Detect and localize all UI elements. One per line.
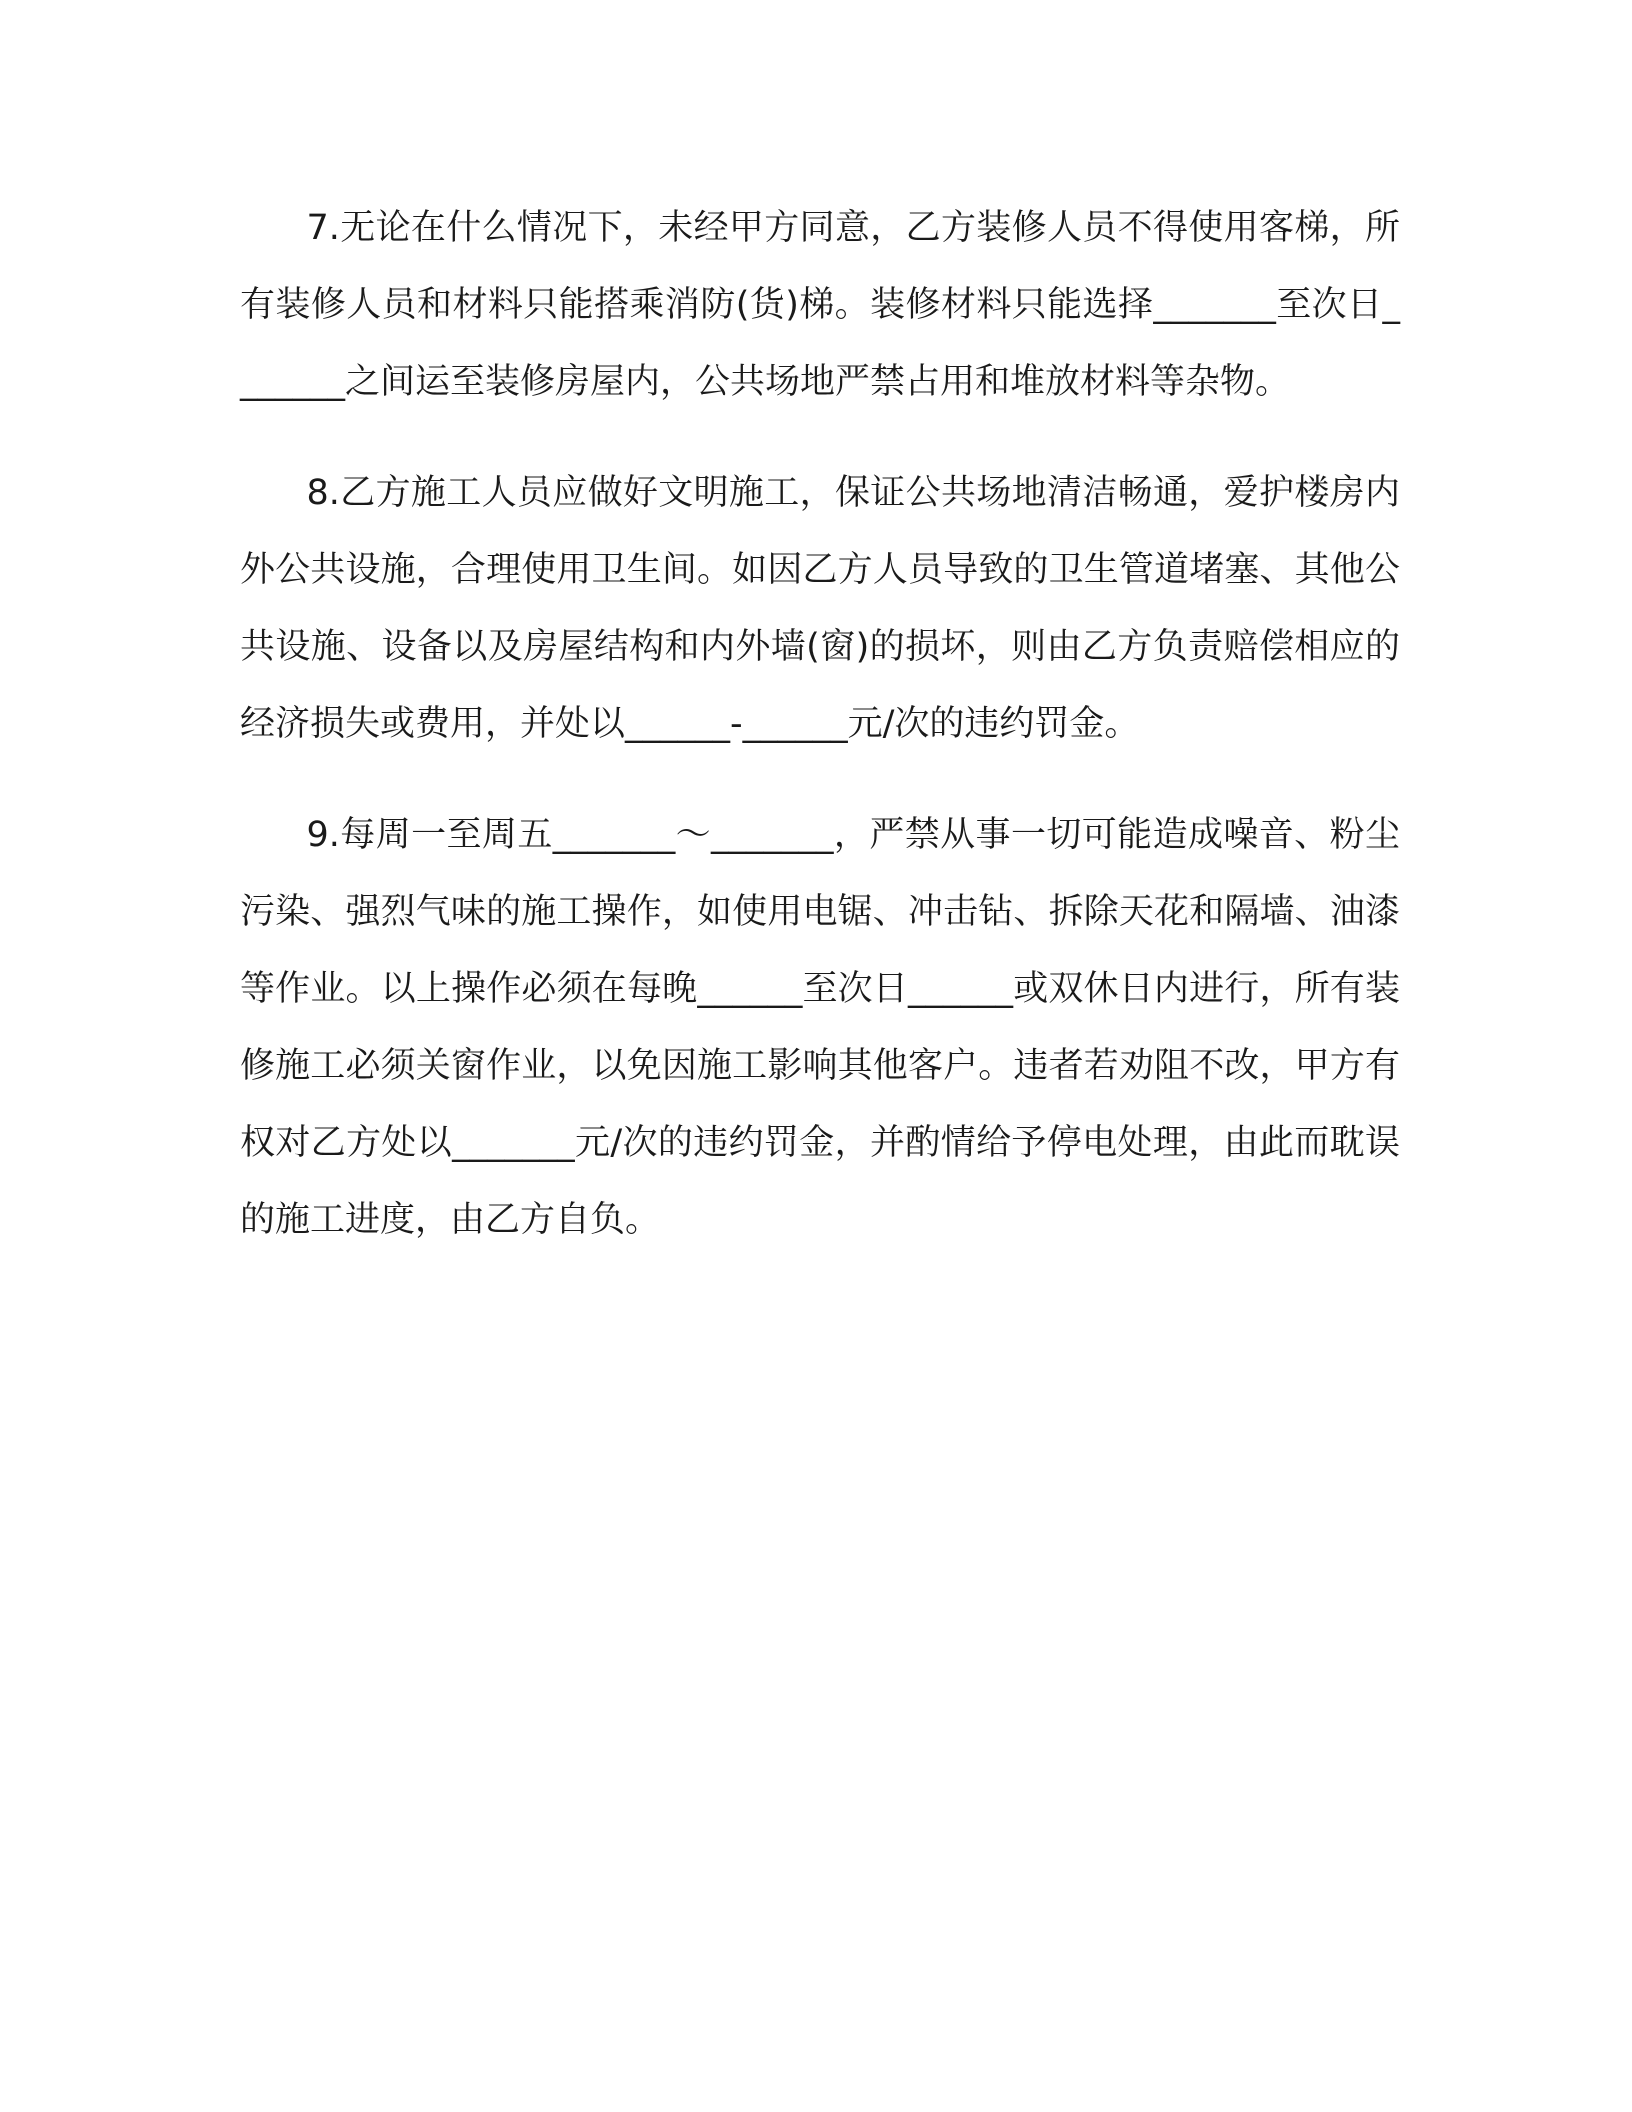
paragraph-clause-8: 8.乙方施工人员应做好文明施工，保证公共场地清洁畅通，爱护楼房内外公共设施，合理使用卫生间。如因乙方人员导致的卫生管道堵塞、其他公共设施、设备以及房屋结构和内外墙(窗)的损坏，则由乙方负责赔偿相应的经济损失或费用，并处以______-______元/次的违约罚金。: [240, 473, 1400, 744]
document-body: [240, 190, 1400, 1293]
paragraph-clause-7: 7.无论在什么情况下，未经甲方同意，乙方装修人员不得使用客梯，所有装修人员和材料只能搭乘消防(货)梯。装修材料只能选择_______至次日_______之间运至装修房屋内，公共场地严禁占用和堆放材料等杂物。: [240, 208, 1400, 402]
paragraph-clause-9: 9.每周一至周五_______～_______，严禁从事一切可能造成噪音、粉尘污染、强烈气味的施工操作，如使用电锯、冲击钻、拆除天花和隔墙、油漆等作业。以上操作必须在每晚______至次日______或双休日内进行，所有装修施工必须关窗作业，以免因施工影响其他客户。违者若劝阻不改，甲方有权对乙方处以_______元/次的违约罚金，并酌情给予停电处理，由此而耽误的施工进度，由乙方自负。: [240, 815, 1400, 1240]
